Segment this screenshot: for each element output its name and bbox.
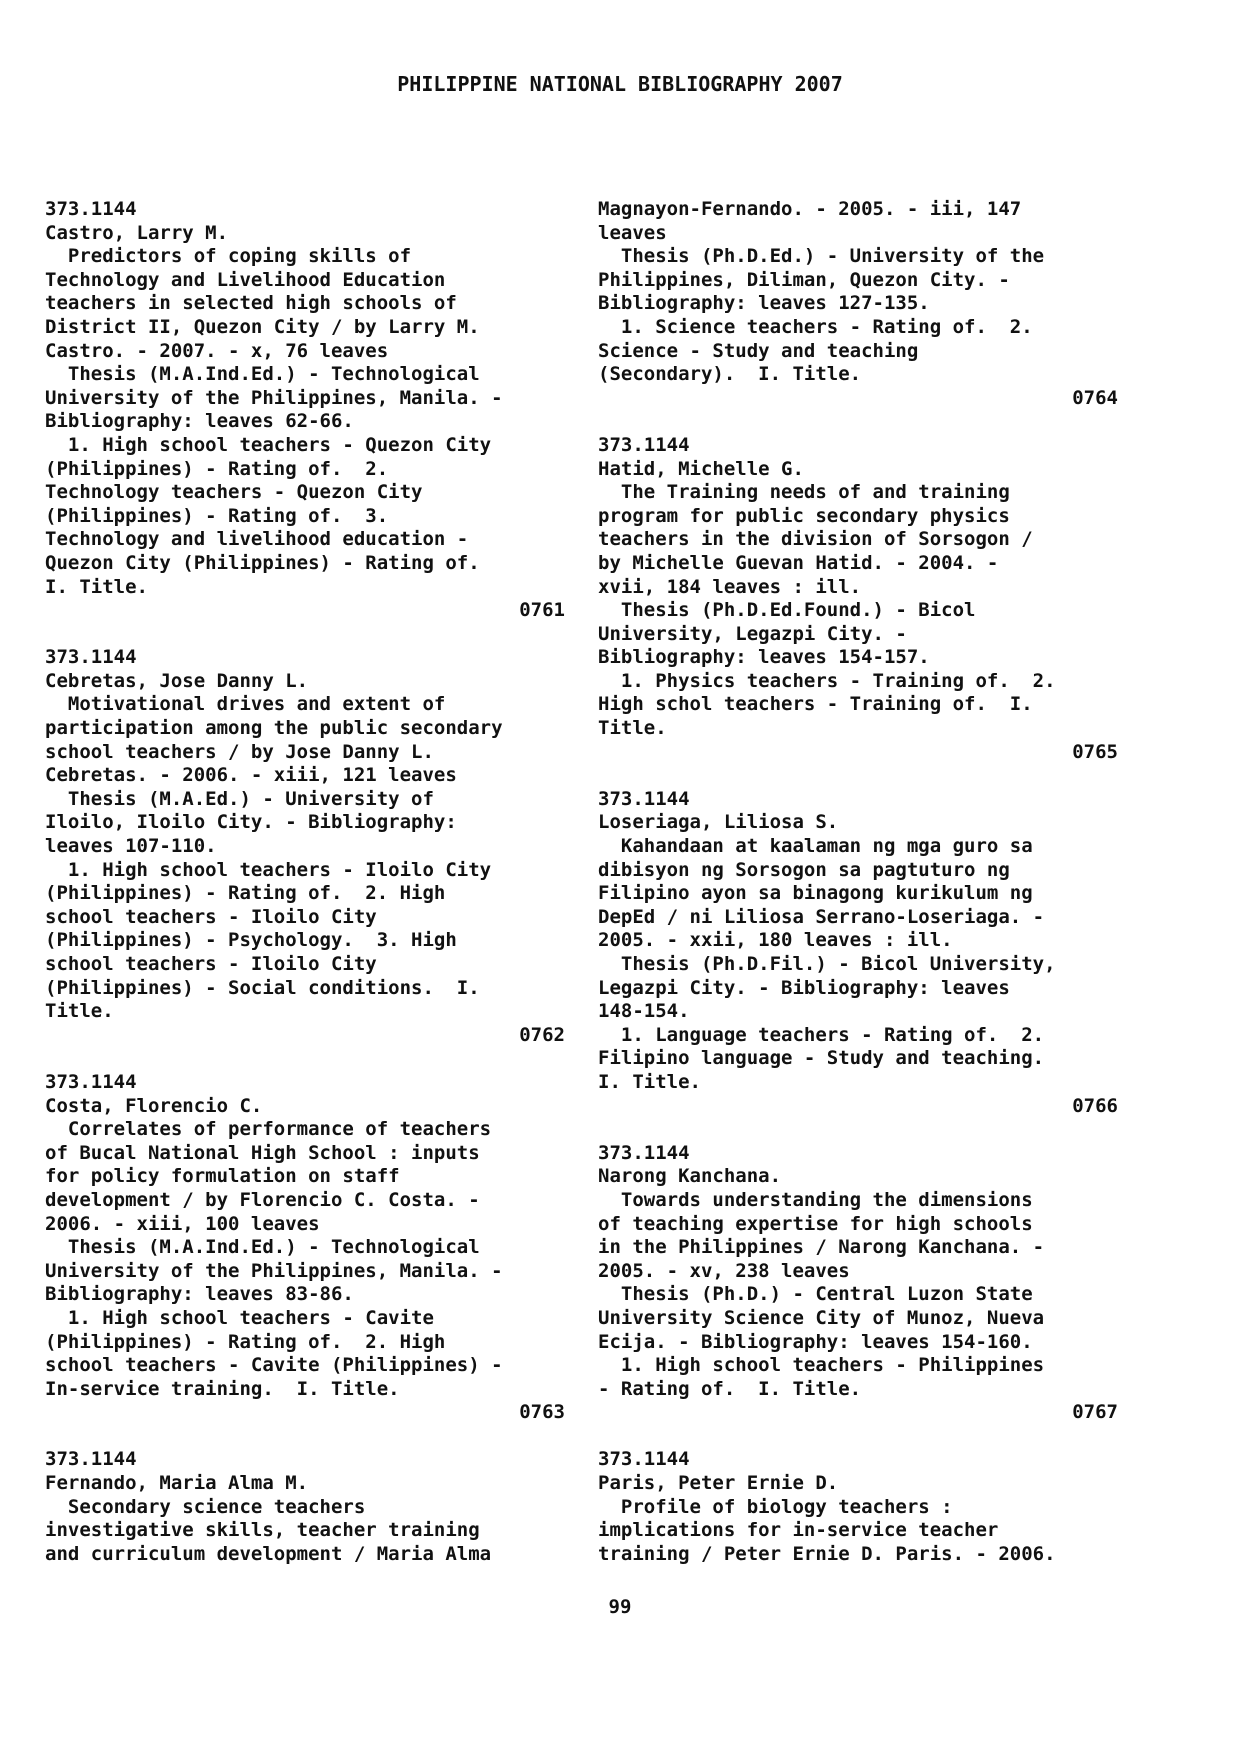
bibliography-entry — [45, 1448, 565, 1566]
entry-line: Filipino language - Study and teaching. — [598, 1047, 1045, 1070]
entry-line: I. Title. — [598, 1070, 701, 1093]
entry-line: Technology teachers - Quezon City — [45, 481, 423, 504]
entry-line: dibisyon ng Sorsogon sa pagtuturo ng — [598, 858, 1010, 881]
entry-line: leaves — [598, 221, 667, 244]
entry-line: 373.1144 — [598, 1448, 690, 1471]
entry-line: school teachers / by Jose Danny L. — [45, 740, 434, 763]
entry-line: 1. High school teachers - Philippines — [598, 1354, 1045, 1377]
entry-line: Castro. - 2007. - x, 76 leaves — [45, 339, 389, 362]
entry-spacer — [45, 1425, 565, 1449]
entry-line: DepEd / ni Liliosa Serrano-Loseriaga. - — [598, 905, 1045, 928]
entry-line: (Philippines) - Psychology. 3. High — [45, 929, 457, 952]
entry-line: Technology and Livelihood Education — [45, 268, 446, 291]
entry-line: Quezon City (Philippines) - Rating of. — [45, 551, 480, 574]
entry-line: 373.1144 — [45, 1448, 137, 1471]
entry-line: of teaching expertise for high schools — [598, 1212, 1033, 1235]
entry-line: development / by Florencio C. Costa. - — [45, 1188, 480, 1211]
entry-line: teachers in selected high schools of — [45, 292, 457, 315]
right-column — [598, 198, 1118, 1566]
entry-spacer — [598, 1118, 1118, 1142]
entry-spacer — [598, 764, 1118, 788]
entry-line: Thesis (M.A.Ed.) - University of — [45, 787, 434, 810]
entry-line: by Michelle Guevan Hatid. - 2004. - — [598, 551, 999, 574]
entry-line: xvii, 184 leaves : ill. — [598, 575, 862, 598]
entry-number: 0762 — [519, 1023, 565, 1046]
entry-line: Thesis (Ph.D.) - Central Luzon State — [598, 1283, 1033, 1306]
entry-line: 2006. - xiii, 100 leaves — [45, 1212, 320, 1235]
entry-line: Fernando, Maria Alma M. — [45, 1472, 309, 1495]
entry-line: Technology and livelihood education - — [45, 528, 469, 551]
entry-number: 0767 — [1072, 1401, 1118, 1424]
entry-line: school teachers - Iloilo City — [45, 905, 377, 928]
entry-line: Castro, Larry M. — [45, 221, 229, 244]
entry-line: In-service training. I. Title. — [45, 1377, 400, 1400]
entry-line: Iloilo, Iloilo City. - Bibliography: — [45, 811, 457, 834]
entry-line: 1. Science teachers - Rating of. 2. — [598, 315, 1033, 338]
entry-line: for policy formulation on staff — [45, 1165, 400, 1188]
entry-line: Narong Kanchana. — [598, 1165, 782, 1188]
entry-line: in the Philippines / Narong Kanchana. - — [598, 1236, 1045, 1259]
entry-spacer — [598, 410, 1118, 434]
entry-spacer — [45, 1047, 565, 1071]
bibliography-entry — [598, 434, 1118, 764]
entry-line: 373.1144 — [45, 1070, 137, 1093]
entry-line: 1. High school teachers - Cavite — [45, 1306, 434, 1329]
entry-line: Title. — [45, 1000, 114, 1023]
entry-line: program for public secondary physics — [598, 504, 1010, 527]
entry-line: 373.1144 — [45, 646, 137, 669]
entry-line: Costa, Florencio C. — [45, 1094, 263, 1117]
entry-line: Title. — [598, 717, 667, 740]
entry-line: University Science City of Munoz, Nueva — [598, 1306, 1045, 1329]
entry-line: 1. High school teachers - Iloilo City — [45, 858, 492, 881]
entry-line: 373.1144 — [598, 433, 690, 456]
entry-line: leaves 107-110. — [45, 835, 217, 858]
entry-line: Bibliography: leaves 62-66. — [45, 410, 354, 433]
entry-line: The Training needs of and training — [598, 481, 1010, 504]
entry-spacer — [598, 1425, 1118, 1449]
entry-line: I. Title. — [45, 575, 148, 598]
entry-line: school teachers - Cavite (Philippines) - — [45, 1354, 503, 1377]
bibliography-entry — [45, 646, 565, 1047]
entry-number: 0763 — [519, 1401, 565, 1424]
entry-line: (Philippines) - Rating of. 2. High — [45, 1330, 446, 1353]
bibliography-entry — [598, 788, 1118, 1118]
entry-number: 0765 — [1072, 740, 1118, 763]
entry-line: Predictors of coping skills of — [45, 245, 412, 268]
left-column — [45, 198, 565, 1566]
entry-line: Ecija. - Bibliography: leaves 154-160. — [598, 1330, 1033, 1353]
entry-line: (Philippines) - Rating of. 2. High — [45, 882, 446, 905]
entry-line: 148-154. — [598, 1000, 690, 1023]
entry-line: and curriculum development / Maria Alma — [45, 1542, 492, 1565]
bibliography-entry — [598, 1142, 1118, 1425]
entry-line: Legazpi City. - Bibliography: leaves — [598, 976, 1010, 999]
bibliography-entry — [45, 1071, 565, 1425]
entry-line: Magnayon-Fernando. - 2005. - iii, 147 — [598, 198, 1022, 220]
entry-number: 0761 — [519, 599, 565, 622]
entry-line: 1. High school teachers - Quezon City — [45, 433, 492, 456]
bibliography-entry — [45, 198, 565, 623]
page-number: 99 — [608, 1596, 632, 1618]
entry-line: Science - Study and teaching — [598, 339, 919, 362]
entry-line: 373.1144 — [598, 1141, 690, 1164]
entry-line: Cebretas, Jose Danny L. — [45, 669, 309, 692]
entry-line: 1. Physics teachers - Training of. 2. — [598, 669, 1056, 692]
entry-line: Motivational drives and extent of — [45, 693, 446, 716]
entry-line: (Secondary). I. Title. — [598, 363, 862, 386]
entry-line: school teachers - Iloilo City — [45, 953, 377, 975]
entry-line: Thesis (M.A.Ind.Ed.) - Technological — [45, 1236, 480, 1259]
entry-line: - Rating of. I. Title. — [598, 1377, 862, 1400]
entry-line: Secondary science teachers — [45, 1495, 366, 1518]
entry-line: Cebretas. - 2006. - xiii, 121 leaves — [45, 764, 457, 787]
entry-number: 0766 — [1072, 1094, 1118, 1117]
entry-line: University of the Philippines, Manila. - — [45, 386, 503, 409]
entry-line: teachers in the division of Sorsogon / — [598, 528, 1033, 551]
entry-line: of Bucal National High School : inputs — [45, 1141, 480, 1164]
entry-line: Kahandaan at kaalaman ng mga guro sa — [598, 835, 1033, 858]
bibliography-entry — [598, 198, 1118, 410]
page-header: PHILIPPINE NATIONAL BIBLIOGRAPHY 2007 — [397, 72, 843, 96]
entry-line: Thesis (M.A.Ind.Ed.) - Technological — [45, 363, 480, 386]
entry-line: Thesis (Ph.D.Fil.) - Bicol University, — [598, 953, 1056, 975]
entry-line: 2005. - xv, 238 leaves — [598, 1259, 850, 1282]
entry-line: (Philippines) - Rating of. 2. — [45, 457, 389, 480]
entry-line: Philippines, Diliman, Quezon City. - — [598, 268, 1010, 291]
entry-line: Bibliography: leaves 127-135. — [598, 292, 930, 315]
entry-line: Loseriaga, Liliosa S. — [598, 811, 839, 834]
entry-line: (Philippines) - Social conditions. I. — [45, 976, 480, 999]
entry-line: Towards understanding the dimensions — [598, 1188, 1033, 1211]
entry-line: implications for in-service teacher — [598, 1519, 999, 1542]
entry-number: 0764 — [1072, 386, 1118, 409]
entry-line: University, Legazpi City. - — [598, 622, 907, 645]
entry-line: University of the Philippines, Manila. - — [45, 1259, 503, 1282]
entry-spacer — [45, 623, 565, 647]
entry-line: 2005. - xxii, 180 leaves : ill. — [598, 929, 953, 952]
entry-line: Correlates of performance of teachers — [45, 1118, 492, 1141]
entry-line: Paris, Peter Ernie D. — [598, 1472, 839, 1495]
entry-line: District II, Quezon City / by Larry M. — [45, 315, 480, 338]
entry-line: Bibliography: leaves 83-86. — [45, 1283, 354, 1306]
entry-line: Thesis (Ph.D.Ed.Found.) - Bicol — [598, 599, 976, 622]
entry-line: Filipino ayon sa binagong kurikulum ng — [598, 882, 1033, 905]
entry-line: (Philippines) - Rating of. 3. — [45, 504, 389, 527]
entry-line: Bibliography: leaves 154-157. — [598, 646, 930, 669]
entry-line: 373.1144 — [45, 198, 137, 220]
entry-line: participation among the public secondary — [45, 717, 503, 740]
entry-line: 1. Language teachers - Rating of. 2. — [598, 1023, 1045, 1046]
entry-line: investigative skills, teacher training — [45, 1519, 480, 1542]
entry-line: High schol teachers - Training of. I. — [598, 693, 1033, 716]
entry-line: Profile of biology teachers : — [598, 1495, 953, 1518]
bibliography-entry — [598, 1448, 1118, 1566]
entry-line: Thesis (Ph.D.Ed.) - University of the — [598, 245, 1045, 268]
entry-line: Hatid, Michelle G. — [598, 457, 804, 480]
entry-line: 373.1144 — [598, 787, 690, 810]
entry-line: training / Peter Ernie D. Paris. - 2006. — [598, 1542, 1056, 1565]
